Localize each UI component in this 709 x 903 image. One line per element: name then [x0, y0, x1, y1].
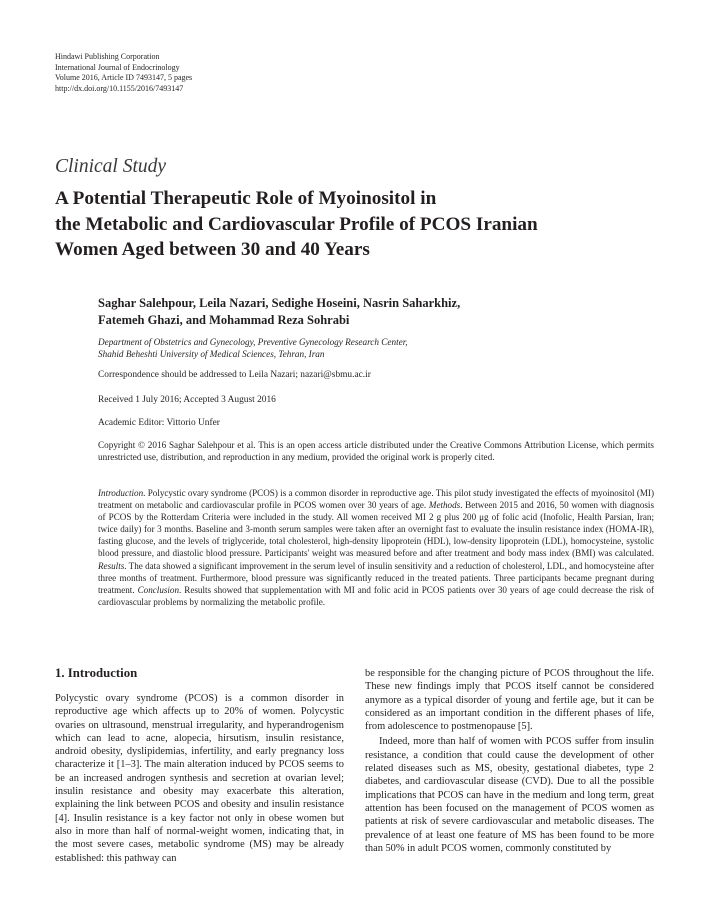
abstract-intro-text: . Polycystic ovary syndrome (PCOS) is a common disorder in reproductive age. This pilot study investigated the effects of myoinositol (MI) treatment on metabolic and cardiovascular profile in PCOS women over 30 years of age. [98, 488, 654, 511]
abstract [98, 487, 654, 608]
section-heading: 1. Introduction [55, 666, 138, 680]
author-list [98, 295, 460, 329]
journal-header [55, 52, 192, 94]
doi-link[interactable]: http://dx.doi.org/10.1155/2016/7493147 [55, 83, 184, 93]
abstract-conclusion-label: Conclusion [137, 584, 180, 595]
title-line: Women Aged between 30 and 40 Years [55, 239, 370, 260]
abstract-conclusion-text: . Results showed that supplementation with MI and folic acid in PCOS patients over 30 years of age could decrease the risk of cardiovascular problems by normalizing the metabolic profile. [98, 584, 654, 607]
journal-line: International Journal of Endocrinology [55, 62, 180, 72]
publisher-line: Hindawi Publishing Corporation [55, 52, 160, 61]
article-type: Clinical Study [55, 156, 167, 177]
abstract-results-text: . The data showed a significant improvement in the serum level of insulin sensitivity and a reduction of cholesterol, LDL, and homocysteine after three months of treatment. Furthermore, blood pressure was significantly reduced in the treated patients. Three participants became pregnant during treatment. [98, 560, 654, 595]
authors-line: Fatemeh Ghazi, and Mohammad Reza Sohrabi [98, 313, 350, 327]
volume-line: Volume 2016, Article ID 7493147, 5 pages [55, 73, 193, 83]
body-paragraph: Indeed, more than half of women with PCOS suffer from insulin resistance, a condition that could cause the development of other related diseases such as MS, obesity, gestational diabetes, type 2 diabetes, and cardiovascular disease (CVD). Due to all the possible implications that PCOS can have in the medium and long term, great attention has been focused on the management of PCOS women as patients at risk of severe cardiovascular and metabolic diseases. The prevalence of at least one feature of MS has been found to be more than 50% in adult PCOS women, commonly constituted by [365, 736, 654, 854]
body-paragraph: Polycystic ovary syndrome (PCOS) is a common disorder in reproductive age which affects up to 20% of women. Polycystic ovaries on ultrasound, menstrual irregularity, and hyperandrogenism which can lead to acne, alopecia, hirsutism, insulin resistance, android obesity, dyslipidemias, infertility, and early pregnancy loss characterize it [1–3]. The main alteration induced by PCOS seems to be an increased androgen synthesis and secretion at ovarian level; insulin resistance and obesity may exacerbate this alteration, explaining the link between PCOS and obesity and insulin resistance [4]. Insulin resistance is a key factor not only in obese women but also in more than half of normal-weight women, indicating that, in the most severe cases, metabolic syndrome (MS) may be already established: this pathway can [55, 693, 344, 864]
abstract-methods-text: . Between 2015 and 2016, 50 women with diagnosis of PCOS by the Rotterdam Criteria were included in the study. All women received MI 2 g plus 200 μg of folic acid (Inofolic, Health Parsian, Iran; twice daily) for 3 months. Baseline and 3-month serum samples were taken after an overnight fast to evaluate the insulin resistance index (HOMA-IR), fasting glucose, and the levels of triglyceride, total cholesterol, high-density lipoprotein (HDL), low-density lipoprotein (LDL), homocysteine, systolic blood pressure, and diastolic blood pressure. Participants' weight was measured before and after treatment and body mass index (BMI) was calculated. [98, 500, 654, 559]
paper-title [55, 186, 655, 263]
copyright-notice: Copyright © 2016 Saghar Salehpour et al. This is an open access article distributed under the Creative Commons Attribution License, which permits unrestricted use, distribution, and reproduction in any medium, provided the original work is properly cited. [98, 440, 654, 463]
abstract-intro-label: Introduction [98, 488, 144, 498]
affiliation-line: Department of Obstetrics and Gynecology, Preventive Gynecology Research Center, [98, 337, 408, 347]
correspondence: Correspondence should be addressed to Leila Nazari; nazari@sbmu.ac.ir [98, 370, 371, 380]
right-column [365, 667, 654, 855]
body-paragraph: be responsible for the changing picture of PCOS throughout the life. These new findings imply that PCOS itself cannot be considered anymore as a typical disorder of young and fertile age, but it can be considered as an important condition in the different phases of life, from adolescence to postmenopause [5]. [365, 668, 654, 733]
left-column [55, 692, 344, 865]
title-line: the Metabolic and Cardiovascular Profile of PCOS Iranian [55, 213, 538, 235]
academic-editor: Academic Editor: Vittorio Unfer [98, 418, 220, 428]
affiliation [98, 336, 408, 361]
received-dates: Received 1 July 2016; Accepted 3 August 2016 [98, 395, 276, 405]
authors-line: Saghar Salehpour, Leila Nazari, Sedighe Hoseini, Nasrin Saharkhiz, [98, 296, 461, 310]
title-line: A Potential Therapeutic Role of Myoinositol in [55, 188, 437, 209]
affiliation-line: Shahid Beheshti University of Medical Sciences, Tehran, Iran [98, 349, 325, 360]
abstract-results-label: Results [98, 560, 125, 571]
abstract-methods-label: Methods [428, 500, 461, 511]
